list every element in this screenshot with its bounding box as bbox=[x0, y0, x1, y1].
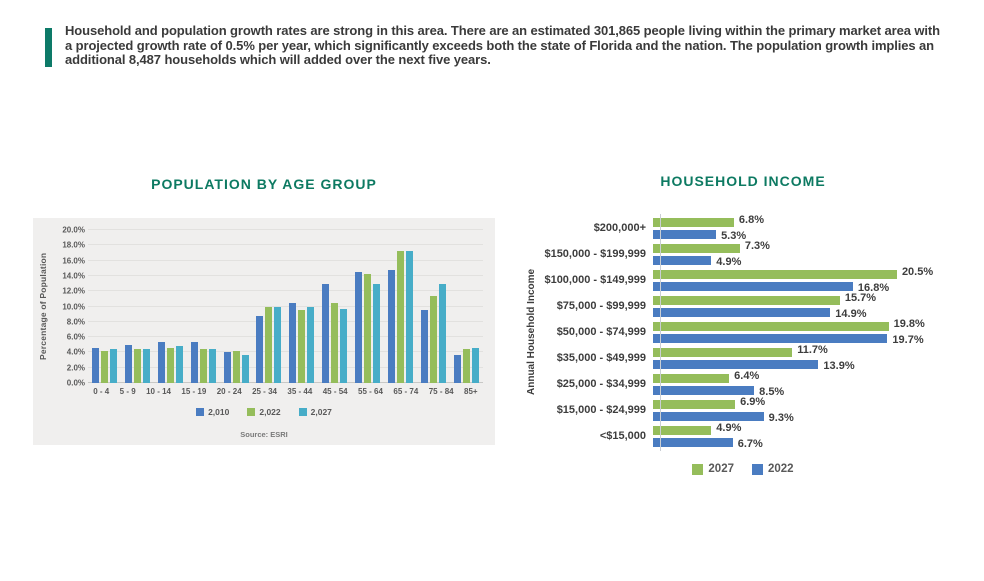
legend-swatch bbox=[299, 408, 307, 416]
bar-group bbox=[92, 348, 117, 383]
income-bar-line bbox=[653, 282, 933, 294]
bar bbox=[454, 355, 461, 383]
income-bar bbox=[653, 360, 818, 369]
income-bar bbox=[653, 348, 792, 357]
population-chart-title: POPULATION BY AGE GROUP bbox=[151, 176, 377, 192]
income-category-label: $25,000 - $34,999 bbox=[556, 378, 646, 390]
income-value-label: 19.7% bbox=[892, 334, 924, 346]
income-bar-line bbox=[653, 318, 925, 331]
income-bar-line bbox=[653, 396, 794, 409]
bar-group bbox=[224, 351, 249, 383]
x-tick-label: 5 - 9 bbox=[119, 387, 136, 396]
y-tick-label: 8.0% bbox=[66, 317, 85, 327]
y-tick-label: 4.0% bbox=[66, 347, 85, 357]
income-row bbox=[532, 292, 968, 320]
income-bar-line bbox=[653, 386, 785, 398]
bar bbox=[176, 346, 183, 383]
x-tick-label: 25 - 34 bbox=[252, 387, 277, 396]
bar-group bbox=[454, 348, 479, 383]
x-tick-label: 15 - 19 bbox=[181, 387, 207, 396]
y-tick-label: 6.0% bbox=[66, 332, 85, 342]
income-bar bbox=[653, 426, 711, 435]
bar bbox=[209, 349, 216, 383]
income-bar bbox=[653, 374, 729, 383]
income-value-label: 11.7% bbox=[797, 344, 828, 356]
legend-label: 2027 bbox=[708, 463, 734, 475]
legend-item bbox=[752, 463, 794, 475]
income-bar-line bbox=[653, 344, 855, 357]
income-category-label: $200,000+ bbox=[593, 222, 646, 234]
legend-label: 2022 bbox=[768, 463, 794, 475]
bar bbox=[421, 310, 428, 383]
income-bar-pair bbox=[653, 396, 794, 424]
bar bbox=[289, 303, 296, 383]
income-bar bbox=[653, 386, 754, 395]
income-bar bbox=[653, 308, 830, 317]
x-tick-label: 0 - 4 bbox=[93, 387, 110, 396]
income-row bbox=[532, 422, 968, 450]
income-bar-line bbox=[653, 240, 770, 253]
y-tick-label: 2.0% bbox=[66, 363, 85, 373]
bar-group bbox=[125, 345, 150, 383]
x-tick-label: 75 - 84 bbox=[428, 387, 454, 396]
income-row bbox=[532, 318, 968, 346]
income-value-label: 6.8% bbox=[738, 214, 764, 226]
bar-group bbox=[421, 284, 446, 383]
income-bar-line bbox=[653, 308, 876, 320]
bar bbox=[307, 307, 314, 384]
income-value-label: 20.5% bbox=[901, 266, 934, 278]
population-legend bbox=[33, 407, 495, 417]
income-bar bbox=[653, 218, 734, 227]
income-value-label: 5.3% bbox=[721, 230, 747, 242]
income-bar-line bbox=[653, 422, 763, 435]
x-tick-label: 20 - 24 bbox=[216, 387, 242, 396]
income-value-label: 4.9% bbox=[716, 422, 742, 434]
income-bar-line bbox=[653, 438, 763, 450]
x-tick-label: 65 - 74 bbox=[393, 387, 419, 396]
population-plot-area bbox=[88, 230, 483, 383]
bar bbox=[397, 251, 404, 383]
bar bbox=[242, 355, 249, 383]
income-bar-line bbox=[653, 266, 934, 279]
bar bbox=[233, 351, 240, 383]
income-bar-line bbox=[653, 412, 794, 424]
bar bbox=[406, 251, 413, 383]
income-value-label: 6.7% bbox=[737, 438, 763, 450]
income-bar-line bbox=[653, 360, 855, 372]
income-value-label: 14.9% bbox=[835, 308, 867, 320]
x-tick-label: 10 - 14 bbox=[146, 387, 171, 396]
income-bar-line bbox=[653, 334, 925, 346]
x-tick-label: 35 - 44 bbox=[287, 387, 313, 396]
legend-item bbox=[299, 407, 332, 417]
income-row bbox=[532, 344, 968, 372]
bar-group bbox=[191, 342, 216, 383]
legend-swatch bbox=[247, 408, 255, 416]
legend-label: 2,027 bbox=[310, 407, 332, 417]
bar bbox=[143, 349, 150, 383]
bar-group bbox=[256, 307, 281, 383]
income-row bbox=[532, 266, 968, 294]
income-bar bbox=[653, 244, 740, 253]
income-bar bbox=[653, 270, 897, 279]
accent-bar bbox=[45, 28, 52, 67]
income-bar-pair bbox=[653, 318, 925, 346]
bar bbox=[322, 284, 329, 383]
income-bar-line bbox=[653, 256, 770, 268]
income-bar bbox=[653, 334, 887, 343]
bar bbox=[274, 307, 281, 383]
income-category-label: $150,000 - $199,999 bbox=[544, 248, 646, 260]
legend-label: 2,010 bbox=[208, 407, 230, 417]
bar bbox=[364, 274, 371, 383]
y-tick-label: 10.0% bbox=[62, 302, 85, 311]
income-bar bbox=[653, 296, 840, 305]
bar bbox=[110, 349, 117, 383]
income-rows bbox=[532, 214, 968, 450]
bar bbox=[331, 303, 338, 383]
income-row bbox=[532, 396, 968, 424]
bar bbox=[92, 348, 99, 383]
income-chart bbox=[518, 173, 968, 475]
y-tick-label: 0.0% bbox=[66, 378, 85, 388]
income-bar bbox=[653, 438, 733, 447]
population-x-labels bbox=[88, 387, 483, 396]
legend-swatch bbox=[196, 408, 204, 416]
y-tick-label: 16.0% bbox=[62, 256, 85, 266]
income-category-label: $35,000 - $49,999 bbox=[556, 352, 646, 364]
bar bbox=[224, 352, 231, 383]
bar bbox=[388, 270, 395, 383]
population-source: Source: ESRI bbox=[240, 430, 288, 439]
income-row bbox=[532, 240, 968, 268]
intro-text: Household and population growth rates are strong in this area. There are an estimated 301,865 people living within the primary market area with a projected growth rate of 0.5% per year, which significantly exceeds both the state of Florida and the nation. The population growth implies an additional 8,487 households which will added over the next five years. bbox=[65, 23, 940, 68]
legend-swatch bbox=[692, 464, 703, 475]
income-category-label: $100,000 - $149,999 bbox=[544, 274, 646, 286]
income-bar-line bbox=[653, 292, 877, 305]
legend-item bbox=[196, 407, 229, 417]
income-bar-pair bbox=[653, 292, 877, 320]
x-tick-label: 45 - 54 bbox=[322, 387, 348, 396]
income-value-label: 6.4% bbox=[734, 370, 760, 382]
intro-block bbox=[45, 24, 945, 68]
bar bbox=[200, 349, 207, 383]
bar-group bbox=[322, 284, 347, 383]
bar bbox=[355, 272, 362, 383]
bar bbox=[265, 307, 272, 383]
legend-item bbox=[247, 407, 280, 417]
income-axis-line bbox=[660, 214, 661, 451]
y-tick-label: 18.0% bbox=[62, 240, 85, 250]
bar bbox=[158, 342, 165, 383]
income-bar-pair bbox=[653, 266, 934, 294]
income-legend bbox=[518, 463, 968, 475]
bar-group bbox=[158, 342, 183, 383]
y-tick-label: 12.0% bbox=[62, 286, 85, 296]
income-y-axis-label: Annual Household Income bbox=[526, 268, 537, 396]
income-category-label: <$15,000 bbox=[599, 430, 646, 442]
bar bbox=[101, 351, 108, 383]
income-value-label: 8.5% bbox=[759, 386, 785, 398]
legend-label: 2,022 bbox=[259, 407, 281, 417]
income-chart-body bbox=[518, 214, 968, 450]
bar bbox=[256, 316, 263, 383]
income-bar-line bbox=[653, 214, 764, 227]
income-value-label: 6.9% bbox=[740, 396, 766, 408]
income-bar-line bbox=[653, 370, 784, 383]
income-bar-pair bbox=[653, 344, 855, 372]
population-chart-panel bbox=[33, 218, 495, 445]
population-y-axis-label: Percentage of Population bbox=[38, 252, 48, 361]
income-bar-pair bbox=[653, 370, 785, 398]
bar bbox=[134, 349, 141, 383]
bar-group bbox=[388, 251, 413, 383]
bar bbox=[472, 348, 479, 383]
legend-item bbox=[692, 463, 734, 475]
bar bbox=[340, 309, 347, 383]
income-bar-line bbox=[653, 230, 764, 242]
income-value-label: 15.7% bbox=[844, 292, 877, 304]
income-bar bbox=[653, 412, 764, 421]
bar-group bbox=[355, 272, 380, 383]
income-bar-pair bbox=[653, 422, 763, 450]
income-value-label: 19.8% bbox=[893, 318, 925, 330]
income-bar bbox=[653, 322, 889, 331]
income-row bbox=[532, 370, 968, 398]
bar bbox=[125, 345, 132, 383]
income-row bbox=[532, 214, 968, 242]
income-value-label: 9.3% bbox=[768, 412, 794, 424]
income-bar bbox=[653, 230, 716, 239]
bar bbox=[430, 296, 437, 383]
income-value-label: 4.9% bbox=[716, 256, 742, 268]
population-chart bbox=[33, 176, 495, 445]
income-bar bbox=[653, 256, 711, 265]
income-category-label: $15,000 - $24,999 bbox=[556, 404, 646, 416]
legend-swatch bbox=[752, 464, 763, 475]
x-tick-label: 55 - 64 bbox=[358, 387, 383, 396]
population-y-ticks bbox=[51, 225, 85, 388]
income-chart-title: HOUSEHOLD INCOME bbox=[660, 173, 826, 189]
income-value-label: 16.8% bbox=[857, 282, 890, 294]
income-category-label: $50,000 - $74,999 bbox=[556, 326, 646, 338]
bar bbox=[373, 284, 380, 383]
bar-groups bbox=[88, 230, 483, 383]
income-bar bbox=[653, 282, 853, 291]
x-tick-label: 85+ bbox=[464, 387, 478, 396]
bar-group bbox=[289, 303, 314, 383]
bar bbox=[298, 310, 305, 383]
income-bar bbox=[653, 400, 735, 409]
y-tick-label: 20.0% bbox=[62, 225, 85, 235]
income-bar-pair bbox=[653, 240, 770, 268]
bar bbox=[439, 284, 446, 383]
income-category-label: $75,000 - $99,999 bbox=[556, 300, 646, 312]
bar bbox=[191, 342, 198, 383]
y-tick-label: 14.0% bbox=[62, 271, 85, 281]
bar bbox=[463, 349, 470, 383]
income-bar-pair bbox=[653, 214, 764, 242]
income-value-label: 7.3% bbox=[744, 240, 770, 252]
bar bbox=[167, 348, 174, 383]
income-value-label: 13.9% bbox=[823, 360, 855, 372]
